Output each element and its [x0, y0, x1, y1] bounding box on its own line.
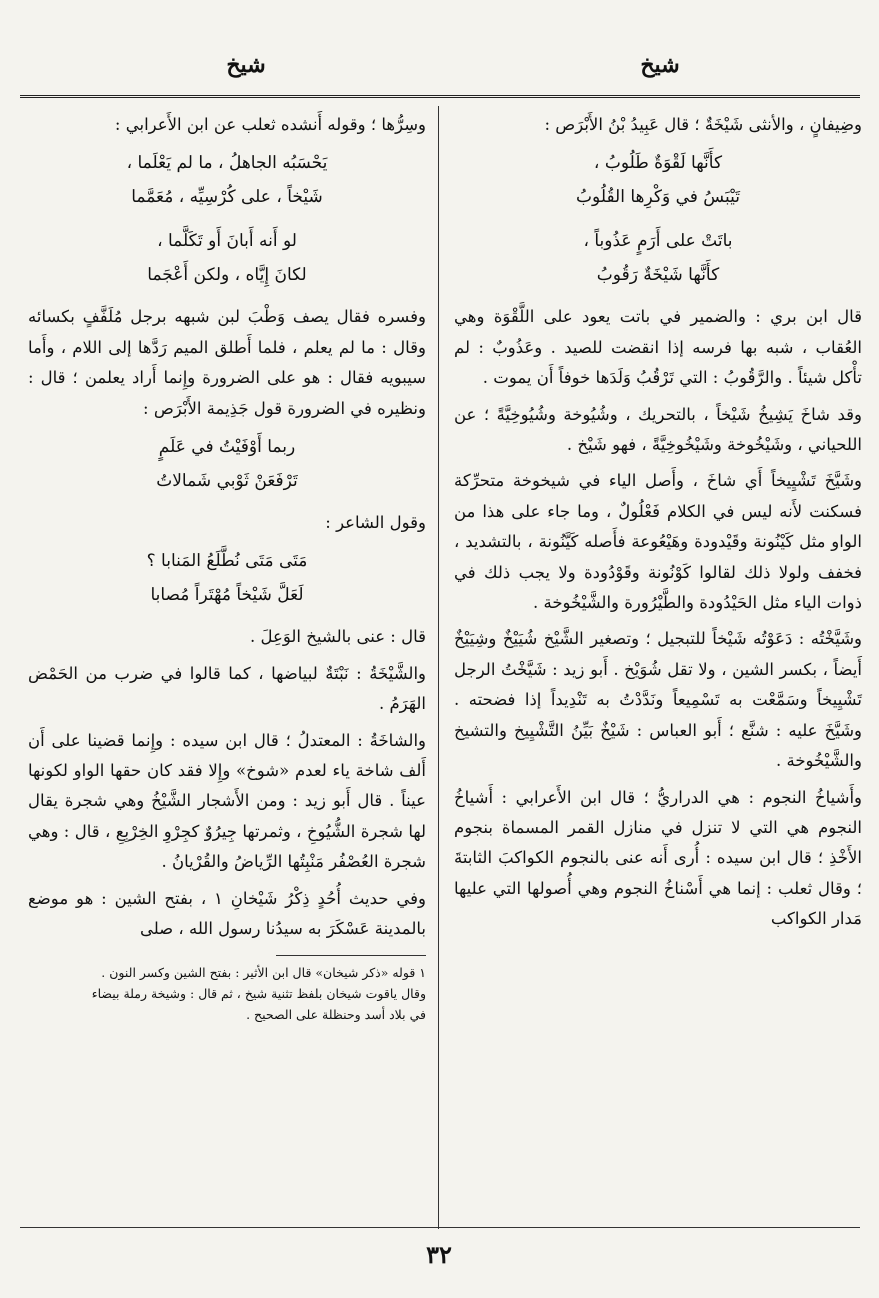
paragraph: وفسره فقال يصف وَطْبَ لبن شبهه برجل مُلَفَّفٍ بكسائه وقال : ما لم يعلم ، فلما أَطلق الميم رَدَّها إلى اللام ، وأَما سيبويه فقال : هو على الضرورة وإِنما أَراد يعلمن ؛ قال : ونظيره في الضرورة قول جَذِيمة الأَبْرَص :	[28, 307, 426, 418]
verse-line: لكانَ إِيَّاه ، ولكن أَعْجَما	[147, 265, 307, 286]
footnotes	[28, 962, 426, 1025]
verse-line: ربما أَوْفَيْتُ في عَلَمٍ	[158, 437, 296, 458]
footnote-line: وقال ياقوت شيخان بلفظ تثنية شيخ ، ثم قال : وشيخة رملة بيضاء	[91, 985, 426, 1001]
header-word-right: شيخ	[640, 52, 680, 78]
paragraph: قال : عنى بالشيخ الوَعِلَ .	[250, 627, 426, 647]
verse-line: شَيْخاً ، على كُرْسِيِّه ، مُعَمَّما	[131, 187, 323, 208]
left-column	[28, 110, 426, 1025]
paragraph: وأَشياخُ النجوم : هي الدراريُّ ؛ قال ابن الأَعرابي : أَشياخُ النجوم هي التي لا تنزل في منازل القمر المسماة بنجوم الأَخْذِ ؛ قال ابن سيده : أُرى أَنه عنى بالنجوم الكواكبَ الثابتةَ ؛ وقال ثعلب : إنما هي أَسْناخُ النجوم وهي أُصولها التي عليها مَدار الكواكب	[454, 787, 862, 929]
verse-line: مَتَى مَتَى نُطَّلَعُ المَنابا ؟	[146, 551, 308, 572]
paragraph: وضِيفانٍ ، والأنثى شَيْخَةٌ ؛ قال عَبِيدُ بْنُ الأَبْرَص :	[544, 115, 862, 134]
footnote-line: في بلاد أسد وحنظلة على الصحيح .	[246, 1006, 426, 1022]
verse-line: باتَتْ على أَرَمٍ عَذُوباً ،	[583, 231, 733, 252]
page-number: ٣٢	[426, 1240, 452, 1269]
bottom-rule	[20, 1227, 860, 1228]
verse	[454, 146, 862, 214]
verse-line: تَيْبَسُ في وَكْرِها القُلُوبُ	[576, 187, 740, 208]
footnote-line: ١ قوله «ذكر شيخان» قال ابن الأثير : بفتح الشين وكسر النون .	[101, 964, 426, 980]
paragraph: وسِرُّها ؛ وقوله أَنشده ثعلب عن ابن الأَعرابي :	[114, 115, 426, 134]
paragraph: وفي حديث أُحُدٍ ذِكْرُ شَيْخانِ ١ ، بفتح الشين : هو موضع بالمدينة عَسْكَرَ به سيدُنا رسول الله ، صلى	[28, 888, 426, 939]
paragraph: والشَّيْخَةُ : نَبْتَةٌ لبياضها ، كما قالوا في ضرب من الحَمْض الهَرَمُ .	[28, 663, 426, 714]
verse	[28, 430, 426, 498]
verse-line: يَحْسَبُه الجاهلُ ، ما لم يَعْلَما ،	[126, 153, 328, 174]
verse-line: لَعَلَّ شَيْخاً مُهْتَراً مُصابا	[150, 585, 304, 606]
verse	[28, 544, 426, 612]
verse-line: كأَنَّها لَقْوَةٌ طَلُوبُ ،	[593, 153, 723, 174]
footnote-rule	[276, 955, 426, 956]
paragraph: وقول الشاعر :	[325, 513, 426, 533]
paragraph: قال ابن بري : والضمير في باتت يعود على اللَّقْوَة وهي العُقاب ، شبه بها فرسه إذا انقضت للصيد . وعَذُوبٌ : لم تأْكل شيئاً . والرَّقُوبُ : التي تَرْقُبُ وَلَدَها خوفاً أَن يموت .	[454, 307, 862, 388]
paragraph: وشَيَّخْتُه : دَعَوْتُه شَيْخاً للتبجيل ؛ وتصغير الشَّيْخ شُيَيْخٌ وشِيَيْخٌ أَيضاً ، بكسر الشين ، ولا تقل شُوَيْخ . أَبو زيد : شَيَّخْتُ الرجل تَشْيِيخاً وسَمَّعْت به تَسْمِيعاً ونَدَّدْتُ به تَنْدِيداً إذا فضحته . وشَيَّخَ عليه : شنَّع ؛ أَبو العباس : شَيْخٌ بَيِّنُ التَّشْيِيخ والتشيخ والشَّيْخُوخة .	[454, 629, 862, 771]
verse	[28, 146, 426, 214]
verse-line: كأَنَّها شَيْخَةٌ رَقُوبُ	[596, 265, 720, 286]
top-rule	[20, 95, 860, 98]
paragraph: وقد شاخَ يَشِيخُ شَيْخاً ، بالتحريك ، وشُيُوخة وشُيُوخِيَّةً ؛ عن اللحياني ، وشَيْخُوخة وشَيْخُوخِيَّةً ، فهو شَيْخ .	[454, 404, 862, 455]
paragraph: والشاخَةُ : المعتدلُ ؛ قال ابن سيده : وإِنما قضينا على أَن أَلف شاخة ياء لعدم «شوخ» وإِلا فقد كان حقها الواو لكونها عيناً . قال أَبو زيد : ومن الأَشجار الشَّيْخُ وهي شجرة يقال لها شجرة الشُّيُوخِ ، وثمرتها جِيرُوٌ كجِرْوِ الخِرْبِعِ ، قال : وهي شجرة العُصْفُر مَنْبِتُها الرِّياضُ والقُرْيانُ .	[28, 730, 426, 872]
column-divider	[438, 106, 439, 1229]
verse	[454, 224, 862, 292]
verse-line: تَرْفَعَنْ ثَوْبي شَمالاتُ	[156, 471, 298, 492]
paragraph: وشَيَّخَ تَشْيِيخاً أَي شاخَ ، وأَصل الياء في شيخوخة متحرِّكة فسكنت لأَنه ليس في الكلام فَعْلُولٌ ، وما جاء على هذا من الواو مثل كَيْنُونة وقَيْدودة وهَيْعُوعة فأَصله كَيَّنُونة ، بالتشديد ، فخفف ولولا ذلك لقالوا كَوْنُونة وقَوْدُودة ولا يجب ذلك في ذوات الياء مثل الحَيْدُودة والطَّيْرُورة والشَّيْخُوخة .	[454, 471, 862, 613]
right-column	[454, 110, 862, 941]
verse	[28, 224, 426, 292]
header-word-left: شيخ	[226, 52, 266, 78]
verse-line: لو أَنه أَبانَ أَو تَكَلَّما ،	[157, 231, 297, 252]
